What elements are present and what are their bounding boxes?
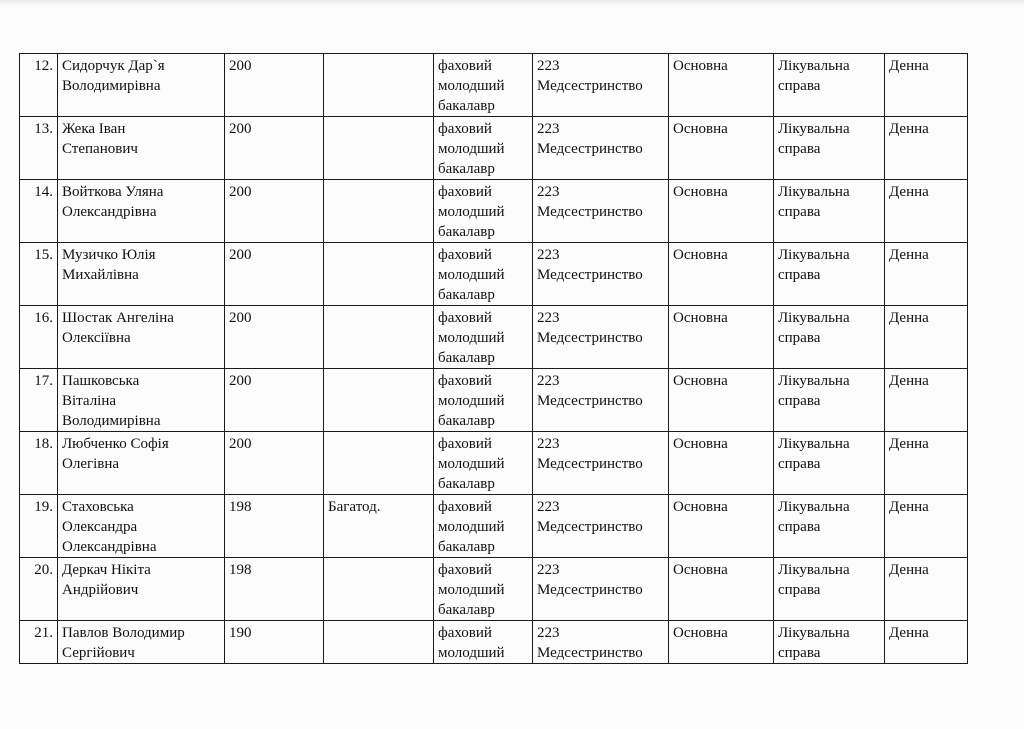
- education-level: фаховий молодший бакалавр: [438, 247, 505, 303]
- row-number: [20, 558, 58, 621]
- table-row: [20, 180, 968, 243]
- program-cell: [774, 306, 885, 369]
- education-level-cell: [434, 180, 533, 243]
- score-cell: [225, 117, 324, 180]
- study-form-cell: [885, 117, 968, 180]
- privilege-cell: [324, 432, 434, 495]
- applicant-name-cell: [58, 369, 225, 432]
- specialty-cell: [533, 180, 669, 243]
- score: 200: [229, 436, 252, 452]
- privilege-cell: [324, 180, 434, 243]
- program-cell: [774, 180, 885, 243]
- applicant-name-cell: [58, 495, 225, 558]
- score: 200: [229, 310, 252, 326]
- row-number: [20, 117, 58, 180]
- applicant-name-cell: [58, 306, 225, 369]
- basis-cell: [669, 54, 774, 117]
- applicant-name-cell: [58, 432, 225, 495]
- applicant-name: Деркач Нікіта Андрійович: [62, 562, 151, 598]
- study-basis: Основна: [673, 184, 728, 200]
- education-level-cell: [434, 54, 533, 117]
- study-basis: Основна: [673, 121, 728, 137]
- educational-program: Лікувальна справа: [778, 373, 850, 409]
- education-level: фаховий молодший бакалавр: [438, 499, 505, 555]
- table-row: [20, 117, 968, 180]
- score: 200: [229, 121, 252, 137]
- basis-cell: [669, 117, 774, 180]
- educational-program: Лікувальна справа: [778, 310, 850, 346]
- row-number: [20, 306, 58, 369]
- applicant-name: Стаховська Олександра Олександрівна: [62, 499, 157, 555]
- score-cell: [225, 558, 324, 621]
- score-cell: [225, 243, 324, 306]
- applicant-name: Войткова Уляна Олександрівна: [62, 184, 164, 220]
- score: 198: [229, 562, 252, 578]
- row-number-text: 20.: [34, 562, 53, 578]
- privilege-cell: [324, 117, 434, 180]
- specialty-cell: [533, 432, 669, 495]
- educational-program: Лікувальна справа: [778, 436, 850, 472]
- program-cell: [774, 54, 885, 117]
- privilege-cell: [324, 54, 434, 117]
- education-level: фаховий молодший бакалавр: [438, 562, 505, 618]
- applicant-name: Жека Іван Степанович: [62, 121, 138, 157]
- specialty-cell: [533, 495, 669, 558]
- applicant-name-cell: [58, 621, 225, 664]
- study-form: Денна: [889, 58, 929, 74]
- study-basis: Основна: [673, 499, 728, 515]
- program-cell: [774, 432, 885, 495]
- specialty: 223 Медсестринство: [537, 58, 643, 94]
- education-level: фаховий молодший бакалавр: [438, 121, 505, 177]
- study-form: Денна: [889, 499, 929, 515]
- program-cell: [774, 558, 885, 621]
- applicant-name-cell: [58, 117, 225, 180]
- education-level-cell: [434, 558, 533, 621]
- privilege-cell: [324, 306, 434, 369]
- applicant-name: Павлов Володимир Сергійович: [62, 625, 185, 661]
- specialty: 223 Медсестринство: [537, 310, 643, 346]
- row-number: [20, 54, 58, 117]
- study-basis: Основна: [673, 436, 728, 452]
- row-number-text: 15.: [34, 247, 53, 263]
- score-cell: [225, 432, 324, 495]
- study-form: Денна: [889, 310, 929, 326]
- study-form: Денна: [889, 625, 929, 641]
- applicant-name-cell: [58, 54, 225, 117]
- score-cell: [225, 369, 324, 432]
- row-number-text: 12.: [34, 58, 53, 74]
- score: 200: [229, 58, 252, 74]
- table-row: [20, 432, 968, 495]
- score-cell: [225, 180, 324, 243]
- specialty: 223 Медсестринство: [537, 562, 643, 598]
- study-form-cell: [885, 243, 968, 306]
- educational-program: Лікувальна справа: [778, 625, 850, 661]
- specialty-cell: [533, 621, 669, 664]
- score: 198: [229, 499, 252, 515]
- basis-cell: [669, 243, 774, 306]
- row-number-text: 16.: [34, 310, 53, 326]
- privilege-cell: [324, 621, 434, 664]
- privilege-cell: [324, 369, 434, 432]
- specialty-cell: [533, 558, 669, 621]
- study-form-cell: [885, 306, 968, 369]
- row-number-text: 18.: [34, 436, 53, 452]
- specialty: 223 Медсестринство: [537, 247, 643, 283]
- study-form-cell: [885, 54, 968, 117]
- applicant-name-cell: [58, 243, 225, 306]
- educational-program: Лікувальна справа: [778, 499, 850, 535]
- education-level: фаховий молодший бакалавр: [438, 436, 505, 492]
- score-cell: [225, 495, 324, 558]
- row-number: [20, 369, 58, 432]
- privilege-cell: [324, 243, 434, 306]
- row-number-text: 14.: [34, 184, 53, 200]
- study-basis: Основна: [673, 625, 728, 641]
- study-form: Денна: [889, 184, 929, 200]
- row-number-text: 17.: [34, 373, 53, 389]
- privilege-cell: [324, 495, 434, 558]
- education-level-cell: [434, 432, 533, 495]
- row-number-text: 19.: [34, 499, 53, 515]
- privilege-cell: [324, 558, 434, 621]
- specialty-cell: [533, 306, 669, 369]
- program-cell: [774, 621, 885, 664]
- score: 200: [229, 184, 252, 200]
- education-level: фаховий молодший бакалавр: [438, 310, 505, 366]
- specialty: 223 Медсестринство: [537, 499, 643, 535]
- study-basis: Основна: [673, 247, 728, 263]
- row-number: [20, 495, 58, 558]
- score-cell: [225, 621, 324, 664]
- table-row: [20, 369, 968, 432]
- education-level-cell: [434, 621, 533, 664]
- education-level-cell: [434, 243, 533, 306]
- education-level: фаховий молодший: [438, 625, 505, 661]
- score-cell: [225, 306, 324, 369]
- study-form: Денна: [889, 436, 929, 452]
- program-cell: [774, 495, 885, 558]
- basis-cell: [669, 558, 774, 621]
- table-row: [20, 306, 968, 369]
- program-cell: [774, 369, 885, 432]
- study-basis: Основна: [673, 58, 728, 74]
- study-form-cell: [885, 621, 968, 664]
- basis-cell: [669, 369, 774, 432]
- program-cell: [774, 243, 885, 306]
- specialty-cell: [533, 117, 669, 180]
- basis-cell: [669, 432, 774, 495]
- educational-program: Лікувальна справа: [778, 58, 850, 94]
- study-form: Денна: [889, 121, 929, 137]
- applicant-name: Любченко Софія Олегівна: [62, 436, 169, 472]
- applicant-name-cell: [58, 558, 225, 621]
- specialty-cell: [533, 54, 669, 117]
- score-cell: [225, 54, 324, 117]
- study-form-cell: [885, 558, 968, 621]
- row-number-text: 13.: [34, 121, 53, 137]
- basis-cell: [669, 306, 774, 369]
- row-number: [20, 180, 58, 243]
- study-basis: Основна: [673, 562, 728, 578]
- score: 190: [229, 625, 252, 641]
- educational-program: Лікувальна справа: [778, 247, 850, 283]
- applicant-name: Пашковська Віталіна Володимирівна: [62, 373, 161, 429]
- specialty-cell: [533, 369, 669, 432]
- education-level: фаховий молодший бакалавр: [438, 373, 505, 429]
- study-form-cell: [885, 432, 968, 495]
- table-row: [20, 495, 968, 558]
- applicant-name: Сидорчук Дар`я Володимирівна: [62, 58, 165, 94]
- education-level: фаховий молодший бакалавр: [438, 58, 505, 114]
- applicants-table: [19, 53, 968, 664]
- specialty: 223 Медсестринство: [537, 121, 643, 157]
- table-body: [20, 54, 968, 664]
- row-number: [20, 621, 58, 664]
- applicant-name: Шостак Ангеліна Олексіївна: [62, 310, 174, 346]
- study-form: Денна: [889, 562, 929, 578]
- specialty: 223 Медсестринство: [537, 625, 643, 661]
- specialty-cell: [533, 243, 669, 306]
- education-level-cell: [434, 306, 533, 369]
- table-row: [20, 243, 968, 306]
- education-level-cell: [434, 117, 533, 180]
- educational-program: Лікувальна справа: [778, 184, 850, 220]
- study-form-cell: [885, 495, 968, 558]
- basis-cell: [669, 180, 774, 243]
- row-number: [20, 243, 58, 306]
- educational-program: Лікувальна справа: [778, 562, 850, 598]
- education-level-cell: [434, 495, 533, 558]
- score: 200: [229, 373, 252, 389]
- specialty: 223 Медсестринство: [537, 373, 643, 409]
- study-form: Денна: [889, 247, 929, 263]
- privilege: Багатод.: [328, 499, 381, 515]
- table-row: [20, 558, 968, 621]
- score: 200: [229, 247, 252, 263]
- specialty: 223 Медсестринство: [537, 184, 643, 220]
- education-level-cell: [434, 369, 533, 432]
- study-form-cell: [885, 369, 968, 432]
- program-cell: [774, 117, 885, 180]
- row-number: [20, 432, 58, 495]
- study-basis: Основна: [673, 310, 728, 326]
- table-row: [20, 54, 968, 117]
- study-form-cell: [885, 180, 968, 243]
- study-basis: Основна: [673, 373, 728, 389]
- basis-cell: [669, 621, 774, 664]
- table-row: [20, 621, 968, 664]
- basis-cell: [669, 495, 774, 558]
- specialty: 223 Медсестринство: [537, 436, 643, 472]
- study-form: Денна: [889, 373, 929, 389]
- applicant-name: Музичко Юлія Михайлівна: [62, 247, 156, 283]
- applicant-name-cell: [58, 180, 225, 243]
- educational-program: Лікувальна справа: [778, 121, 850, 157]
- education-level: фаховий молодший бакалавр: [438, 184, 505, 240]
- row-number-text: 21.: [34, 625, 53, 641]
- scan-edge-shadow: [0, 0, 1024, 6]
